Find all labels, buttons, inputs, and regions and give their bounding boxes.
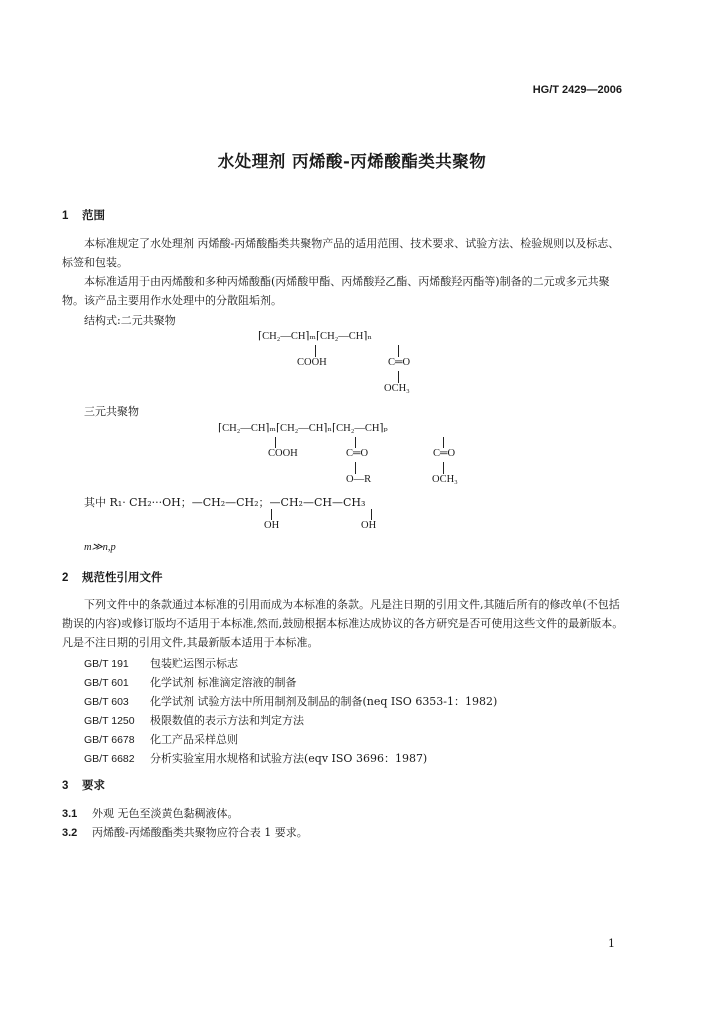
ternary-sub-cooh: COOH	[268, 448, 298, 459]
relation-mnp: m≫n,p	[84, 542, 116, 553]
reference-item: GB/T 6678 化工产品采样总则	[84, 733, 238, 746]
binary-backbone: ⌈CH₂—CH⌉ₘ⌈CH₂—CH⌉ₙ	[258, 331, 373, 342]
page-number: 1	[608, 937, 615, 950]
r-definition-line: 其中 R₁· CH₂···OH；—CH₂—CH₂；—CH₂—CH—CH₃	[84, 496, 366, 509]
section-1-heading	[62, 207, 105, 223]
ternary-sub-or: O—R	[346, 474, 372, 485]
reference-item: GB/T 1250 极限数值的表示方法和判定方法	[84, 714, 304, 727]
section-2-title: 规范性引用文件	[82, 570, 163, 584]
ternary-backbone: ⌈CH₂—CH⌉ₘ⌈CH₂—CH⌉ₙ⌈CH₂—CH⌉ₚ	[218, 423, 388, 434]
section-1-paragraph-2: 本标准适用于由丙烯酸和多种丙烯酸酯(丙烯酸甲酯、丙烯酸羟乙酯、丙烯酸羟丙酯等)制备的二元或多元共聚物。该产品主要用作水处理中的分散阻垢剂。	[62, 275, 610, 307]
section-1-number: 1	[62, 210, 69, 222]
reference-item: GB/T 191 包装贮运图示标志	[84, 657, 238, 670]
ternary-sub-och3: OCH₃	[432, 474, 458, 485]
section-2-paragraph: 下列文件中的条款通过本标准的引用而成为本标准的条款。凡是注日期的引用文件,其随后所有的修改单(不包括勘误的内容)或修订版均不适用于本标准,然而,鼓励根据本标准达成协议的各方研究是否可使用这些文件的最新版本。凡是不注日期的引用文件,其最新版本适用于本标准。	[62, 598, 624, 649]
document-title: 水处理剂 丙烯酸-丙烯酸酯类共聚物	[217, 152, 487, 171]
reference-item: GB/T 6682 分析实验室用水规格和试验方法(eqv ISO 3696：1987)	[84, 752, 428, 765]
r-oh-1: OH	[264, 520, 280, 531]
section-3-title: 要求	[82, 778, 105, 792]
reference-item: GB/T 601 化学试剂 标准滴定溶液的制备	[84, 676, 297, 689]
section-3-heading	[62, 777, 105, 793]
ternary-label: 三元共聚物	[84, 405, 139, 418]
r-oh-2: OH	[361, 520, 377, 531]
section-2-number: 2	[62, 572, 69, 584]
ternary-sub-co-1: C═O	[346, 448, 369, 459]
binary-sub-cooh: COOH	[297, 357, 327, 368]
section-1-paragraph-1: 本标准规定了水处理剂 丙烯酸-丙烯酸酯类共聚物产品的适用范围、技术要求、试验方法、检验规则以及标志、标签和包装。	[62, 237, 620, 269]
section-2-heading	[62, 569, 163, 585]
binary-sub-och3: OCH₃	[384, 383, 410, 394]
standard-number: HG/T 2429—2006	[532, 84, 622, 96]
requirement-item: 3.2 丙烯酸-丙烯酸酯类共聚物应符合表 1 要求。	[62, 826, 308, 839]
reference-item: GB/T 603 化学试剂 试验方法中所用制剂及制品的制备(neq ISO 6353-1：1982)	[84, 695, 498, 708]
section-1-title: 范围	[82, 208, 105, 222]
requirement-item: 3.1 外观 无色至淡黄色黏稠液体。	[62, 807, 239, 820]
section-3-number: 3	[62, 780, 69, 792]
binary-sub-co: C═O	[388, 357, 411, 368]
structure-label: 结构式:二元共聚物	[84, 314, 176, 327]
ternary-sub-co-2: C═O	[433, 448, 456, 459]
